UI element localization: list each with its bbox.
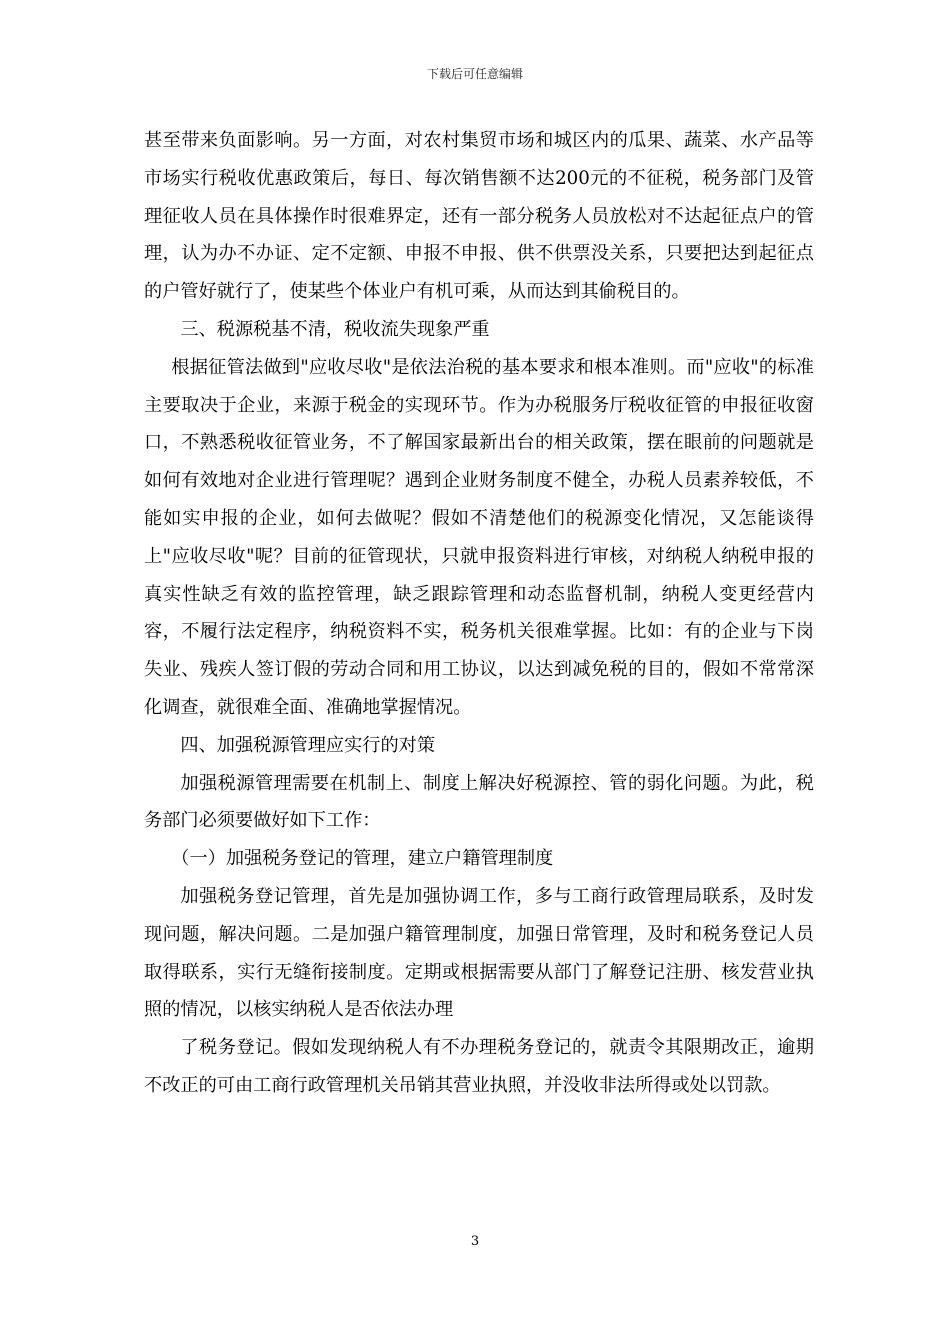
paragraph-continuation: 甚至带来负面影响。另一方面，对农村集贸市场和城区内的瓜果、蔬菜、水产品等市场实行税收优惠政策后，每日、每次销售额不达200元的不征税，税务部门及管理征收人员在具体操作时很难界定，还有一部分税务人员放松对不达起征点户的管理，认为办不办证、定不定额、申报不申报、供不供票没关系，只要把达到起征点的户管好就行了，使某些个体业户有机可乘，从而达到其偷税目的。 — [144, 130, 814, 303]
document-body — [144, 122, 814, 1105]
section-heading-4: 四、加强税源管理应实行的对策 — [180, 734, 436, 756]
subsection-heading-1: （一）加强税务登记的管理，建立户籍管理制度 — [171, 848, 554, 870]
paragraph-registration: 加强税务登记管理，首先是加强协调工作，多与工商行政管理局联系，及时发现问题，解决问题。二是加强户籍管理制度，加强日常管理，及时和税务登记人员取得联系，实行无缝衔接制度。定期或根据需要从部门了解登记注册、核发营业执照的情况，以核实纳税人是否依法办理 — [144, 885, 814, 1021]
page-header: 下载后可任意编辑 — [426, 67, 523, 81]
section-heading-3: 三、税源税基不清，税收流失现象严重 — [180, 318, 490, 340]
paragraph-registration-cont: 了税务登记。假如发现纳税人有不办理税务登记的，就责令其限期改正，逾期不改正的可由工商行政管理机关吊销其营业执照，并没收非法所得或处以罚款。 — [144, 1037, 814, 1096]
paragraph-tax-source: 根据征管法做到"应收尽收"是依法治税的基本要求和根本准则。而"应收"的标准主要取决于企业，来源于税金的实现环节。作为办税服务厅税收征管的申报征收窗口，不熟悉税收征管业务，不了解国家最新出台的相关政策，摆在眼前的问题就是如何有效地对企业进行管理呢？遇到企业财务制度不健全，办税人员素养较低，不能如实申报的企业，如何去做呢？假如不清楚他们的税源变化情况，又怎能谈得上"应收尽收"呢？目前的征管现状，只就申报资料进行审核，对纳税人纳税申报的真实性缺乏有效的监控管理，缺乏跟踪管理和动态监督机制，纳税人变更经营内容，不履行法定程序，纳税资料不实，税务机关很难掌握。比如：有的企业与下岗失业、残疾人签订假的劳动合同和用工协议，以达到减免税的目的，假如不常常深化调查，就很难全面、准确地掌握情况。 — [144, 356, 814, 718]
page-number: 3 — [470, 1234, 480, 1249]
paragraph-countermeasures: 加强税源管理需要在机制上、制度上解决好税源控、管的弱化问题。为此，税务部门必须要做好如下工作： — [144, 772, 814, 832]
